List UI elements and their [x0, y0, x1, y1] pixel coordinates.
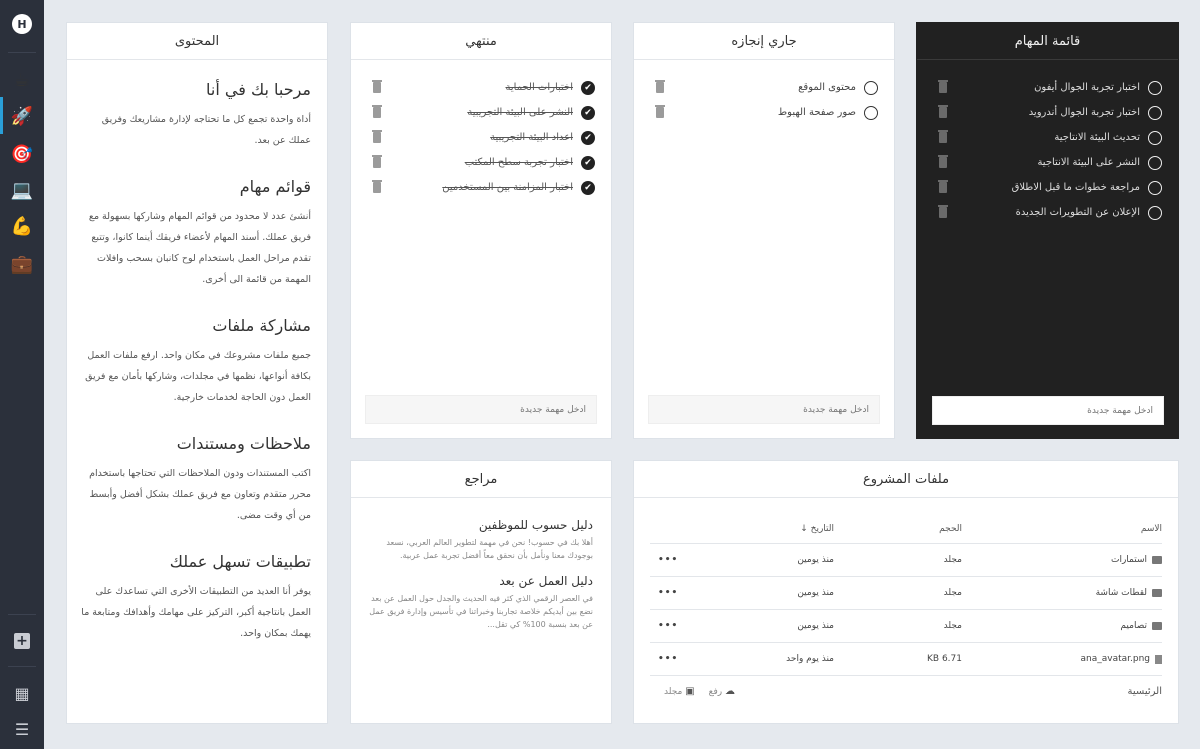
add-icon[interactable]: +: [10, 629, 34, 653]
content-panel: [66, 22, 328, 724]
new-task-input[interactable]: [648, 395, 880, 424]
references-panel: [350, 460, 612, 724]
divider: [8, 614, 36, 615]
table-row[interactable]: [650, 577, 1162, 610]
section-text: اكتب المستندات ودون الملاحظات التي تحتاجها باستخدام محرر متقدم وتعاون مع فريق عملك بشكل أفضل وأبسط من أي وقت مضى.: [89, 468, 311, 521]
task-label: اختبار المزامنة بين المستخدمين: [442, 182, 573, 193]
file-icon: [1155, 655, 1162, 664]
more-options-icon[interactable]: •••: [658, 588, 679, 598]
trash-icon[interactable]: [939, 132, 947, 143]
more-options-icon[interactable]: •••: [658, 555, 679, 565]
trash-icon[interactable]: [939, 182, 947, 193]
upload-button[interactable]: [709, 686, 735, 697]
task-label: محتوى الموقع: [798, 82, 856, 93]
task-item[interactable]: [367, 150, 595, 175]
column-date[interactable]: التاريخ ↓: [800, 523, 834, 534]
task-label: الإعلان عن التطويرات الجديدة: [1015, 207, 1140, 218]
muscle-icon[interactable]: 💪: [10, 215, 34, 237]
file-size: مجلد: [943, 555, 962, 565]
file-name[interactable]: لقطات شاشة: [1095, 588, 1147, 598]
task-label: اختبار تجربة الجوال أيفون: [1034, 82, 1140, 93]
trash-icon[interactable]: [373, 157, 381, 168]
file-size: 6.71 KB: [927, 654, 962, 664]
section-text: أداة واحدة تجمع كل ما تحتاجه لإدارة مشاريعك وفريق عملك عن بعد.: [101, 114, 311, 146]
task-item[interactable]: [933, 175, 1162, 200]
task-item[interactable]: [367, 75, 595, 100]
files-table: [650, 514, 1162, 676]
column-name[interactable]: الاسم: [1140, 523, 1162, 534]
folder-label: مجلد: [664, 687, 683, 697]
settings-sliders-icon[interactable]: ☰: [14, 719, 30, 739]
task-item[interactable]: [650, 100, 878, 125]
file-size: مجلد: [943, 588, 962, 598]
section-heading: قوائم مهام: [239, 177, 311, 196]
section-heading: تطبيقات تسهل عملك: [169, 552, 311, 571]
checkbox-circle[interactable]: [1148, 131, 1162, 145]
folder-icon: [1152, 622, 1162, 630]
section-heading: مرحبا بك في أنا: [206, 80, 311, 99]
file-name[interactable]: تصاميم: [1120, 621, 1147, 631]
panel-title: منتهي: [351, 23, 611, 60]
task-label: اعداد البيئة التجريبية: [490, 132, 573, 143]
trash-icon[interactable]: [656, 82, 664, 93]
section-text: أنشئ عدد لا محدود من قوائم المهام وشاركها بسهولة مع فريق عملك. أسند المهام لأعضاء فريقك أينما كانوا، وتتبع تقدم مراحل العمل باستخدام لوح كانبان بسحب وافلات المهمة من قائمة الى أخرى.: [88, 211, 311, 285]
new-folder-button[interactable]: [664, 686, 695, 697]
task-label: تحديث البيئة الانتاجية: [1054, 132, 1140, 143]
divider: [8, 666, 36, 667]
file-name[interactable]: ana_avatar.png: [1080, 654, 1150, 664]
layout-icon[interactable]: ▦: [14, 683, 30, 703]
task-item[interactable]: [933, 125, 1162, 150]
task-item[interactable]: [933, 75, 1162, 100]
done-panel: [350, 22, 612, 439]
trash-icon[interactable]: [373, 82, 381, 93]
new-task-input[interactable]: [932, 396, 1164, 425]
task-item[interactable]: [367, 175, 595, 200]
file-size: مجلد: [943, 621, 962, 631]
checked-icon[interactable]: ✔: [581, 106, 595, 120]
task-label: اختبار تجربة الجوال أندرويد: [1028, 107, 1140, 118]
task-item[interactable]: [367, 100, 595, 125]
panel-title: مراجع: [351, 461, 611, 498]
section-heading: مشاركة ملفات: [212, 316, 311, 335]
folder-icon: [1152, 589, 1162, 597]
reference-link[interactable]: دليل حسوب للموظفين: [478, 518, 593, 532]
task-label: اختبارات الحماية: [505, 82, 573, 93]
breadcrumb[interactable]: الرئيسية: [1127, 686, 1162, 697]
checkbox-circle[interactable]: [1148, 106, 1162, 120]
trash-icon[interactable]: [373, 182, 381, 193]
coffee-icon[interactable]: ☕: [13, 69, 31, 91]
logo-icon[interactable]: H: [10, 12, 34, 36]
task-item[interactable]: [933, 100, 1162, 125]
task-label: صور صفحة الهبوط: [777, 107, 856, 118]
folder-add-icon: ▣: [685, 686, 695, 697]
files-panel: [633, 460, 1179, 724]
todo-panel: [916, 22, 1179, 439]
checked-icon[interactable]: ✔: [581, 81, 595, 95]
doing-panel: [633, 22, 895, 439]
table-row[interactable]: [650, 643, 1162, 676]
checkbox-circle[interactable]: [1148, 181, 1162, 195]
table-row[interactable]: [650, 610, 1162, 643]
more-options-icon[interactable]: •••: [658, 621, 679, 631]
upload-label: رفع: [708, 687, 723, 697]
cloud-upload-icon: ☁: [725, 686, 735, 697]
trash-icon[interactable]: [373, 132, 381, 143]
file-date: منذ يومين: [797, 588, 834, 598]
rocket-icon[interactable]: 🚀: [10, 105, 34, 127]
checked-icon[interactable]: ✔: [581, 156, 595, 170]
file-date: منذ يوم واحد: [786, 654, 834, 664]
task-item[interactable]: [367, 125, 595, 150]
checked-icon[interactable]: ✔: [581, 181, 595, 195]
task-item[interactable]: [933, 200, 1162, 225]
panel-title: جاري إنجازه: [634, 23, 894, 60]
checkbox-circle[interactable]: [864, 106, 878, 120]
file-date: منذ يومين: [797, 555, 834, 565]
reference-link[interactable]: دليل العمل عن بعد: [499, 574, 593, 588]
table-row[interactable]: [650, 544, 1162, 577]
checkbox-circle[interactable]: [1148, 206, 1162, 220]
panel-title: ملفات المشروع: [634, 461, 1178, 498]
reference-excerpt: في العصر الرقمي الذي كثر فيه الحديث والجدل حول العمل عن بعد نضع بين أيديكم خلاصة تجاربنا وخبراتنا في تأسيس وإدارة فريق عمل عن بعد بنسبة 100% كي تقل...: [369, 594, 593, 629]
task-label: مراجعة خطوات ما قبل الاطلاق: [1011, 182, 1140, 193]
file-name[interactable]: استمارات: [1110, 555, 1147, 565]
table-header: [650, 514, 1162, 544]
briefcase-icon[interactable]: 💼: [10, 253, 34, 275]
checkbox-circle[interactable]: [1148, 156, 1162, 170]
checked-icon[interactable]: ✔: [581, 131, 595, 145]
checkbox-circle[interactable]: [1148, 81, 1162, 95]
trash-icon[interactable]: [373, 107, 381, 118]
section-heading: ملاحظات ومستندات: [176, 434, 311, 453]
section-text: يوفر أنا العديد من التطبيقات الأخرى التي تساعدك على العمل بانتاجية أكبر، التركيز على مهامك وأهدافك ومتابعة ما يهمك بمكان واحد.: [81, 586, 311, 639]
trash-icon[interactable]: [939, 107, 947, 118]
task-item[interactable]: [933, 150, 1162, 175]
sidebar: [0, 0, 44, 749]
trash-icon[interactable]: [656, 107, 664, 118]
divider: [8, 52, 36, 53]
trash-icon[interactable]: [939, 82, 947, 93]
panel-title: قائمة المهام: [917, 23, 1178, 60]
column-size[interactable]: الحجم: [939, 523, 962, 534]
task-label: النشر على البيئة التجريبية: [467, 107, 573, 118]
task-label: اختبار تجربة سطح المكتب: [464, 157, 573, 168]
trash-icon[interactable]: [939, 207, 947, 218]
reference-excerpt: أهلا بك في حسوب! نحن في مهمة لتطوير العالم العربي، نسعد بوجودك معنا ونأمل بأن نحقق معاً أفضل تجربة عمل عربية.: [386, 538, 593, 560]
panel-title: المحتوى: [67, 23, 327, 60]
trash-icon[interactable]: [939, 157, 947, 168]
more-options-icon[interactable]: •••: [658, 654, 679, 664]
laptop-icon[interactable]: 💻: [10, 179, 34, 201]
file-date: منذ يومين: [797, 621, 834, 631]
target-icon[interactable]: 🎯: [10, 143, 34, 165]
active-indicator: [0, 97, 3, 134]
section-text: جميع ملفات مشروعك في مكان واحد. ارفع ملفات العمل بكافة أنواعها، نظمها في مجلدات، وشاركها بأمان مع فريق العمل دون الحاجة لخدمات خارجية.: [85, 350, 311, 403]
checkbox-circle[interactable]: [864, 81, 878, 95]
task-label: النشر على البيئة الانتاجية: [1037, 157, 1140, 168]
new-task-input[interactable]: [365, 395, 597, 424]
task-item[interactable]: [650, 75, 878, 100]
folder-icon: [1152, 556, 1162, 564]
